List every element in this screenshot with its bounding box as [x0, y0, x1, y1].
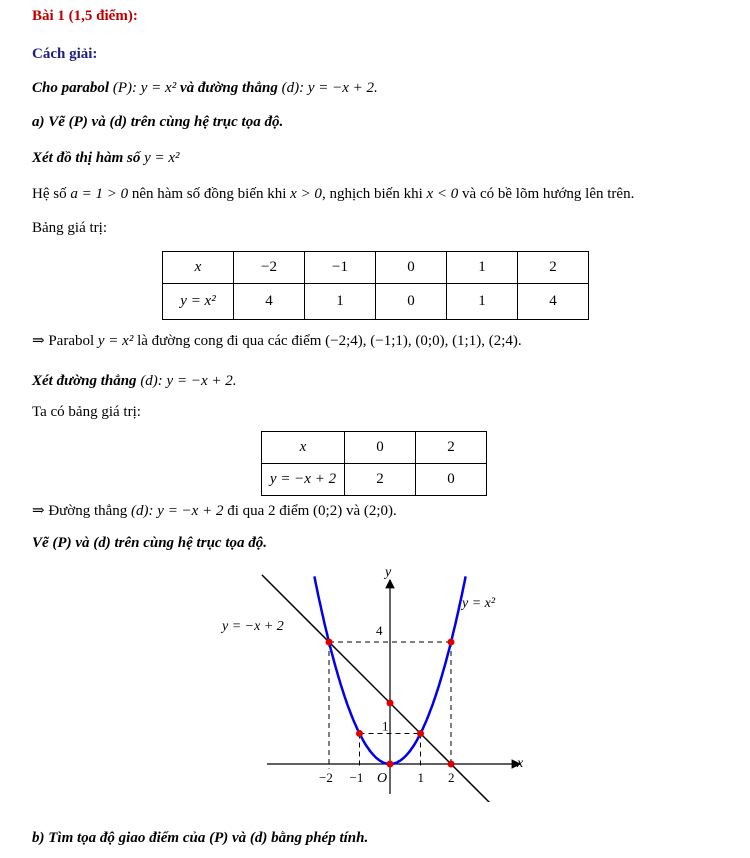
parabola-section-label: Xét đồ thị hàm số: [32, 150, 141, 166]
x-tick-label: −2: [319, 770, 333, 785]
parabola-conclusion: [32, 331, 522, 350]
parabola-function: y = x²: [144, 150, 180, 166]
problem-statement: [32, 80, 378, 97]
graph-point: [448, 639, 455, 646]
table-cell: −1: [305, 252, 376, 284]
table-cell: 4: [518, 284, 589, 320]
parabola-points: (−2;4), (−1;1), (0;0), (1;1), (2;4).: [325, 333, 522, 349]
line-conclusion-fn: (d): y = −x + 2: [131, 503, 224, 519]
coef-text-1: Hệ số: [32, 186, 67, 202]
parabola-label: y = x²: [462, 596, 496, 611]
line-point-1: (0;2): [313, 503, 343, 519]
parabola-conclusion-1: ⇒ Parabol: [32, 333, 95, 349]
graph-point: [387, 761, 394, 768]
y-tick-label: 1: [382, 718, 389, 734]
line-section-fn: (d): y = −x + 2.: [140, 373, 237, 389]
line-section-label: Xét đường thẳng: [32, 373, 137, 389]
cond-decreasing: x < 0: [426, 186, 459, 202]
table-cell: 0: [416, 464, 487, 496]
coef-text-4: và có bề lõm hướng lên trên.: [462, 186, 635, 202]
table-caption: Bảng giá trị:: [32, 220, 107, 236]
cond-increasing: x > 0: [290, 186, 322, 202]
coef-math: a = 1 > 0: [70, 186, 129, 202]
graph-point: [448, 761, 455, 768]
line-label: y = −x + 2: [222, 619, 284, 634]
x-tick-label: 1: [417, 770, 424, 785]
y-tick-label: 4: [376, 623, 383, 638]
table-header-x: x: [262, 432, 345, 464]
line-conclusion-1: ⇒ Đường thẳng: [32, 503, 128, 519]
table-header-y: y = x²: [163, 284, 234, 320]
table-cell: 1: [447, 284, 518, 320]
graph-point: [356, 730, 363, 737]
table-row: [262, 432, 487, 464]
and-text: và đường thẳng: [179, 80, 278, 96]
line-table-caption: Ta có bảng giá trị:: [32, 404, 141, 420]
line-section: [32, 373, 236, 390]
parabola-conclusion-fn: y = x²: [97, 333, 134, 349]
given-prefix: Cho parabol: [32, 80, 110, 96]
table-row: [262, 464, 487, 496]
parabola-value-table: [162, 251, 589, 320]
table-row: [163, 252, 589, 284]
graph-point: [326, 639, 333, 646]
part-a-heading: a) Vẽ (P) và (d) trên cùng hệ trục tọa độ.: [32, 114, 284, 130]
parabola-section: [32, 150, 180, 167]
line-conclusion: [32, 501, 397, 520]
graph-point: [417, 730, 424, 737]
origin-label: O: [377, 771, 388, 786]
part-b-heading: b) Tìm tọa độ giao điểm của (P) và (d) bằng phép tính.: [32, 830, 369, 846]
line-value-table: [261, 431, 487, 496]
table-cell: 2: [345, 464, 416, 496]
table-cell: 0: [345, 432, 416, 464]
x-tick-label: −1: [349, 770, 364, 785]
table-cell: 4: [234, 284, 305, 320]
table-cell: 1: [447, 252, 518, 284]
parabola-conclusion-2: là đường cong đi qua các điểm: [137, 333, 322, 349]
table-cell: 2: [518, 252, 589, 284]
table-cell: 1: [305, 284, 376, 320]
method-heading: Cách giải:: [32, 46, 98, 62]
y-axis-label: y: [385, 565, 392, 580]
table-cell: 0: [376, 252, 447, 284]
coef-text-3: , nghịch biến khi: [321, 186, 423, 202]
coef-text-2: nên hàm số đồng biến khi: [131, 186, 287, 202]
draw-heading: Vẽ (P) và (d) trên cùng hệ trục tọa độ.: [32, 535, 267, 551]
table-row: [163, 284, 589, 320]
table-cell: 0: [376, 284, 447, 320]
table-header-x: x: [163, 252, 234, 284]
x-axis-label: x: [517, 756, 524, 771]
graph-point: [387, 700, 394, 707]
x-tick-label: 2: [448, 770, 455, 785]
graph: [215, 562, 545, 802]
line-equation: (d): y = −x + 2.: [281, 80, 378, 96]
coefficient-statement: [32, 186, 634, 203]
table-header-y: y = −x + 2: [262, 464, 345, 496]
table-cell: 2: [416, 432, 487, 464]
problem-title: Bài 1 (1,5 điểm):: [32, 8, 138, 24]
table-cell: −2: [234, 252, 305, 284]
line-point-2: (2;0).: [363, 503, 397, 519]
line-conclusion-2: đi qua 2 điểm: [227, 503, 310, 519]
parabola-equation: (P): y = x²: [112, 80, 177, 96]
line-conclusion-and: và: [345, 503, 361, 519]
